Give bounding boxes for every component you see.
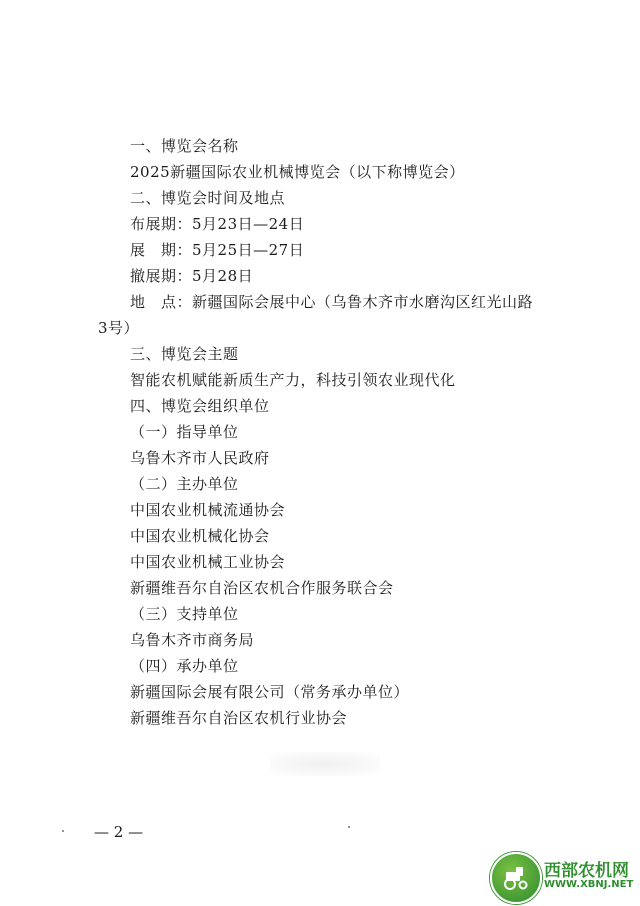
- host-unit: 中国农业机械工业协会: [130, 553, 286, 571]
- tractor-icon: [492, 854, 540, 902]
- support-unit: 乌鲁木齐市商务局: [130, 631, 255, 649]
- watermark-title: 西部农机网: [544, 861, 629, 881]
- watermark-url: WWW.XBNJ.NET: [544, 879, 634, 890]
- tractor-logo-icon: [490, 852, 542, 904]
- organizing-unit: 新疆国际会展有限公司（常务承办单位）: [130, 683, 410, 701]
- page-number: — 2 —: [94, 823, 144, 841]
- subheading-host-units: （二）主办单位: [130, 475, 239, 493]
- host-unit: 新疆维吾尔自治区农机合作服务联合会: [130, 579, 394, 597]
- scan-smudge: [270, 752, 380, 776]
- site-watermark: [490, 852, 640, 902]
- exhibition-period: 展 期：5月25日—27日: [130, 241, 305, 259]
- subheading-guiding-unit: （一）指导单位: [130, 423, 239, 441]
- section-heading-time-place: 二、博览会时间及地点: [130, 189, 286, 207]
- expo-theme: 智能农机赋能新质生产力，科技引领农业现代化: [130, 371, 456, 389]
- setup-period: 布展期：5月23日—24日: [130, 215, 305, 233]
- venue-line: 地 点：新疆国际会展中心（乌鲁木齐市水磨沟区红光山路: [130, 293, 534, 311]
- section-heading-name: 一、博览会名称: [130, 137, 239, 155]
- section-heading-theme: 三、博览会主题: [130, 345, 239, 363]
- teardown-period: 撤展期：5月28日: [130, 267, 254, 285]
- subheading-support-unit: （三）支持单位: [130, 605, 239, 623]
- organizing-unit: 新疆维吾尔自治区农机行业协会: [130, 709, 348, 727]
- host-unit: 中国农业机械化协会: [130, 527, 270, 545]
- scan-dot: [62, 830, 64, 832]
- host-unit: 中国农业机械流通协会: [130, 501, 286, 519]
- expo-full-name: 2025新疆国际农业机械博览会（以下称博览会）: [130, 163, 465, 181]
- section-heading-organizers: 四、博览会组织单位: [130, 397, 270, 415]
- scan-dot: [348, 826, 350, 828]
- guiding-unit: 乌鲁木齐市人民政府: [130, 449, 270, 467]
- venue-line-continued: 3号）: [98, 319, 140, 337]
- subheading-organizing-units: （四）承办单位: [130, 657, 239, 675]
